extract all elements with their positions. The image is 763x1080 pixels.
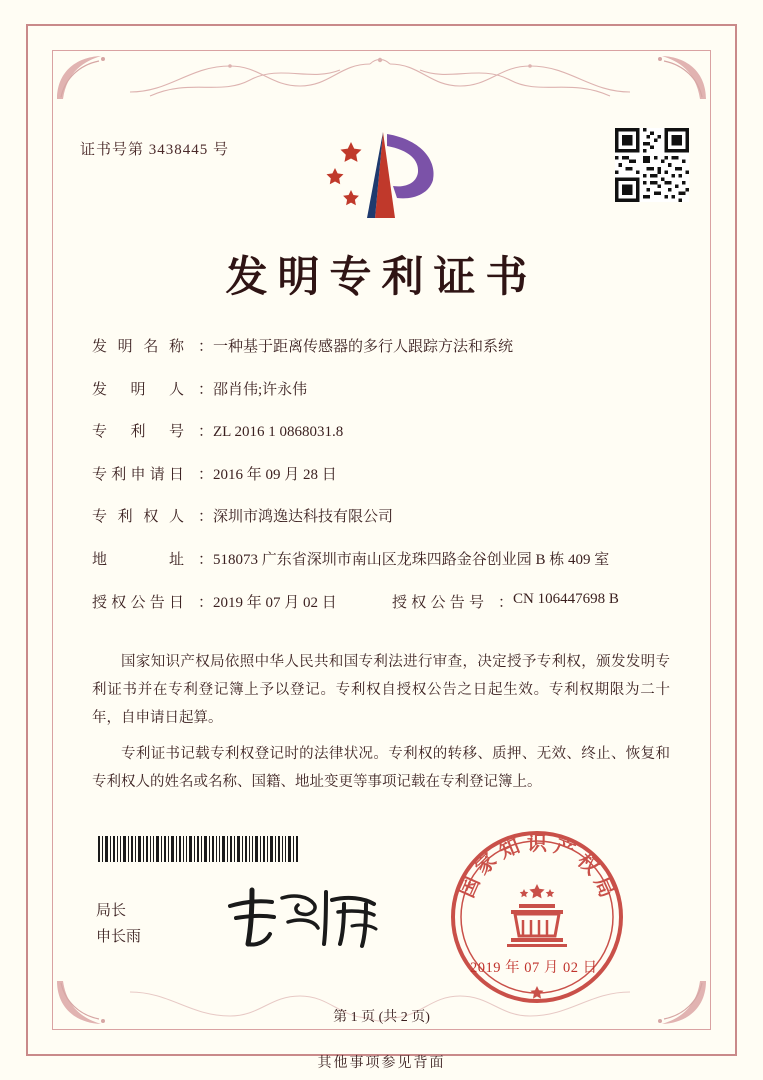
field-label: 专利权人 (92, 509, 184, 525)
field-inventors (92, 379, 672, 402)
field-label: 授权公告日 (92, 595, 184, 611)
field-value: CN 106447698 B (513, 591, 619, 607)
official-red-seal-icon (446, 826, 628, 1008)
field-patentee (92, 506, 672, 529)
field-colon: ： (498, 595, 514, 611)
handwritten-signature-icon (222, 884, 392, 950)
signature-block (96, 898, 141, 950)
page-title: 发明专利证书 (225, 252, 538, 301)
director-name-label: 申长雨 (96, 929, 142, 945)
field-label: 专利申请日 (92, 466, 184, 483)
legal-paragraph: 国家知识产权局依照中华人民共和国专利法进行审查，决定授予专利权，颁发发明专利证书并在专利登记簿上予以登记。专利权自授权公告之日起生效。专利权期限为二十年，自申请日起算。 (92, 654, 670, 726)
fields-list (92, 336, 672, 626)
field-value: 2016 年 09 月 28 日 (213, 466, 337, 483)
field-colon: ： (198, 509, 214, 525)
seal-char: 局 (589, 872, 620, 901)
page-number: 第 1 页 (共 2 页) (333, 1010, 430, 1025)
legal-text (92, 648, 670, 804)
field-value: 一种基于距离传感器的多行人跟踪方法和系统 (213, 339, 514, 355)
field-value: 518073 广东省深圳市南山区龙珠四路金谷创业园 B 栋 409 室 (213, 551, 610, 568)
field-colon: ： (198, 339, 214, 355)
field-address (92, 549, 672, 572)
legal-paragraph: 专利证书记载专利权登记时的法律状况。专利权的转移、质押、无效、终止、恢复和专利权人的姓名或名称、国籍、地址变更等事项记载在专利登记簿上。 (92, 746, 670, 790)
field-value: 深圳市鸿逸达科技有限公司 (213, 509, 394, 525)
field-value: 邵肖伟;许永伟 (213, 381, 308, 398)
ornament-swirl-icon (130, 56, 630, 102)
certificate-number: 证书号第 3438445 号 (80, 142, 230, 158)
seal-date: 2019 年 07 月 02 日 (470, 960, 598, 976)
corner-flourish-icon (634, 53, 708, 101)
field-invention-title (92, 336, 672, 359)
corner-flourish-icon (55, 53, 129, 101)
seal-char: 产 (550, 833, 579, 864)
field-grant-row (92, 591, 672, 612)
field-label: 发明名称 (92, 339, 184, 355)
barcode-icon (96, 836, 302, 862)
field-label: 发明人 (92, 381, 184, 398)
seal-char: 识 (527, 831, 547, 855)
field-grant-number (392, 591, 619, 612)
seal-char: 国 (454, 872, 485, 901)
field-application-date (92, 464, 672, 487)
field-colon: ： (198, 424, 214, 440)
cnipa-patent-logo-icon (317, 128, 447, 220)
field-patent-number (92, 421, 672, 444)
field-grant-date (92, 591, 392, 612)
seal-char: 权 (572, 848, 604, 880)
field-value: ZL 2016 1 0868031.8 (213, 424, 344, 440)
field-label: 专利号 (92, 424, 184, 440)
field-colon: ： (198, 381, 214, 398)
field-colon: ： (198, 466, 214, 483)
qr-code-icon (615, 128, 689, 202)
footer-note: 其他事项参见背面 (317, 1056, 446, 1071)
director-role-label: 局长 (96, 903, 127, 919)
field-colon: ： (198, 551, 214, 568)
field-colon: ： (198, 595, 214, 611)
field-label: 地址 (92, 551, 184, 568)
seal-char: 家 (470, 848, 502, 880)
field-label: 授权公告号 (392, 595, 484, 611)
seal-char: 知 (495, 833, 524, 864)
field-value: 2019 年 07 月 02 日 (213, 595, 337, 611)
